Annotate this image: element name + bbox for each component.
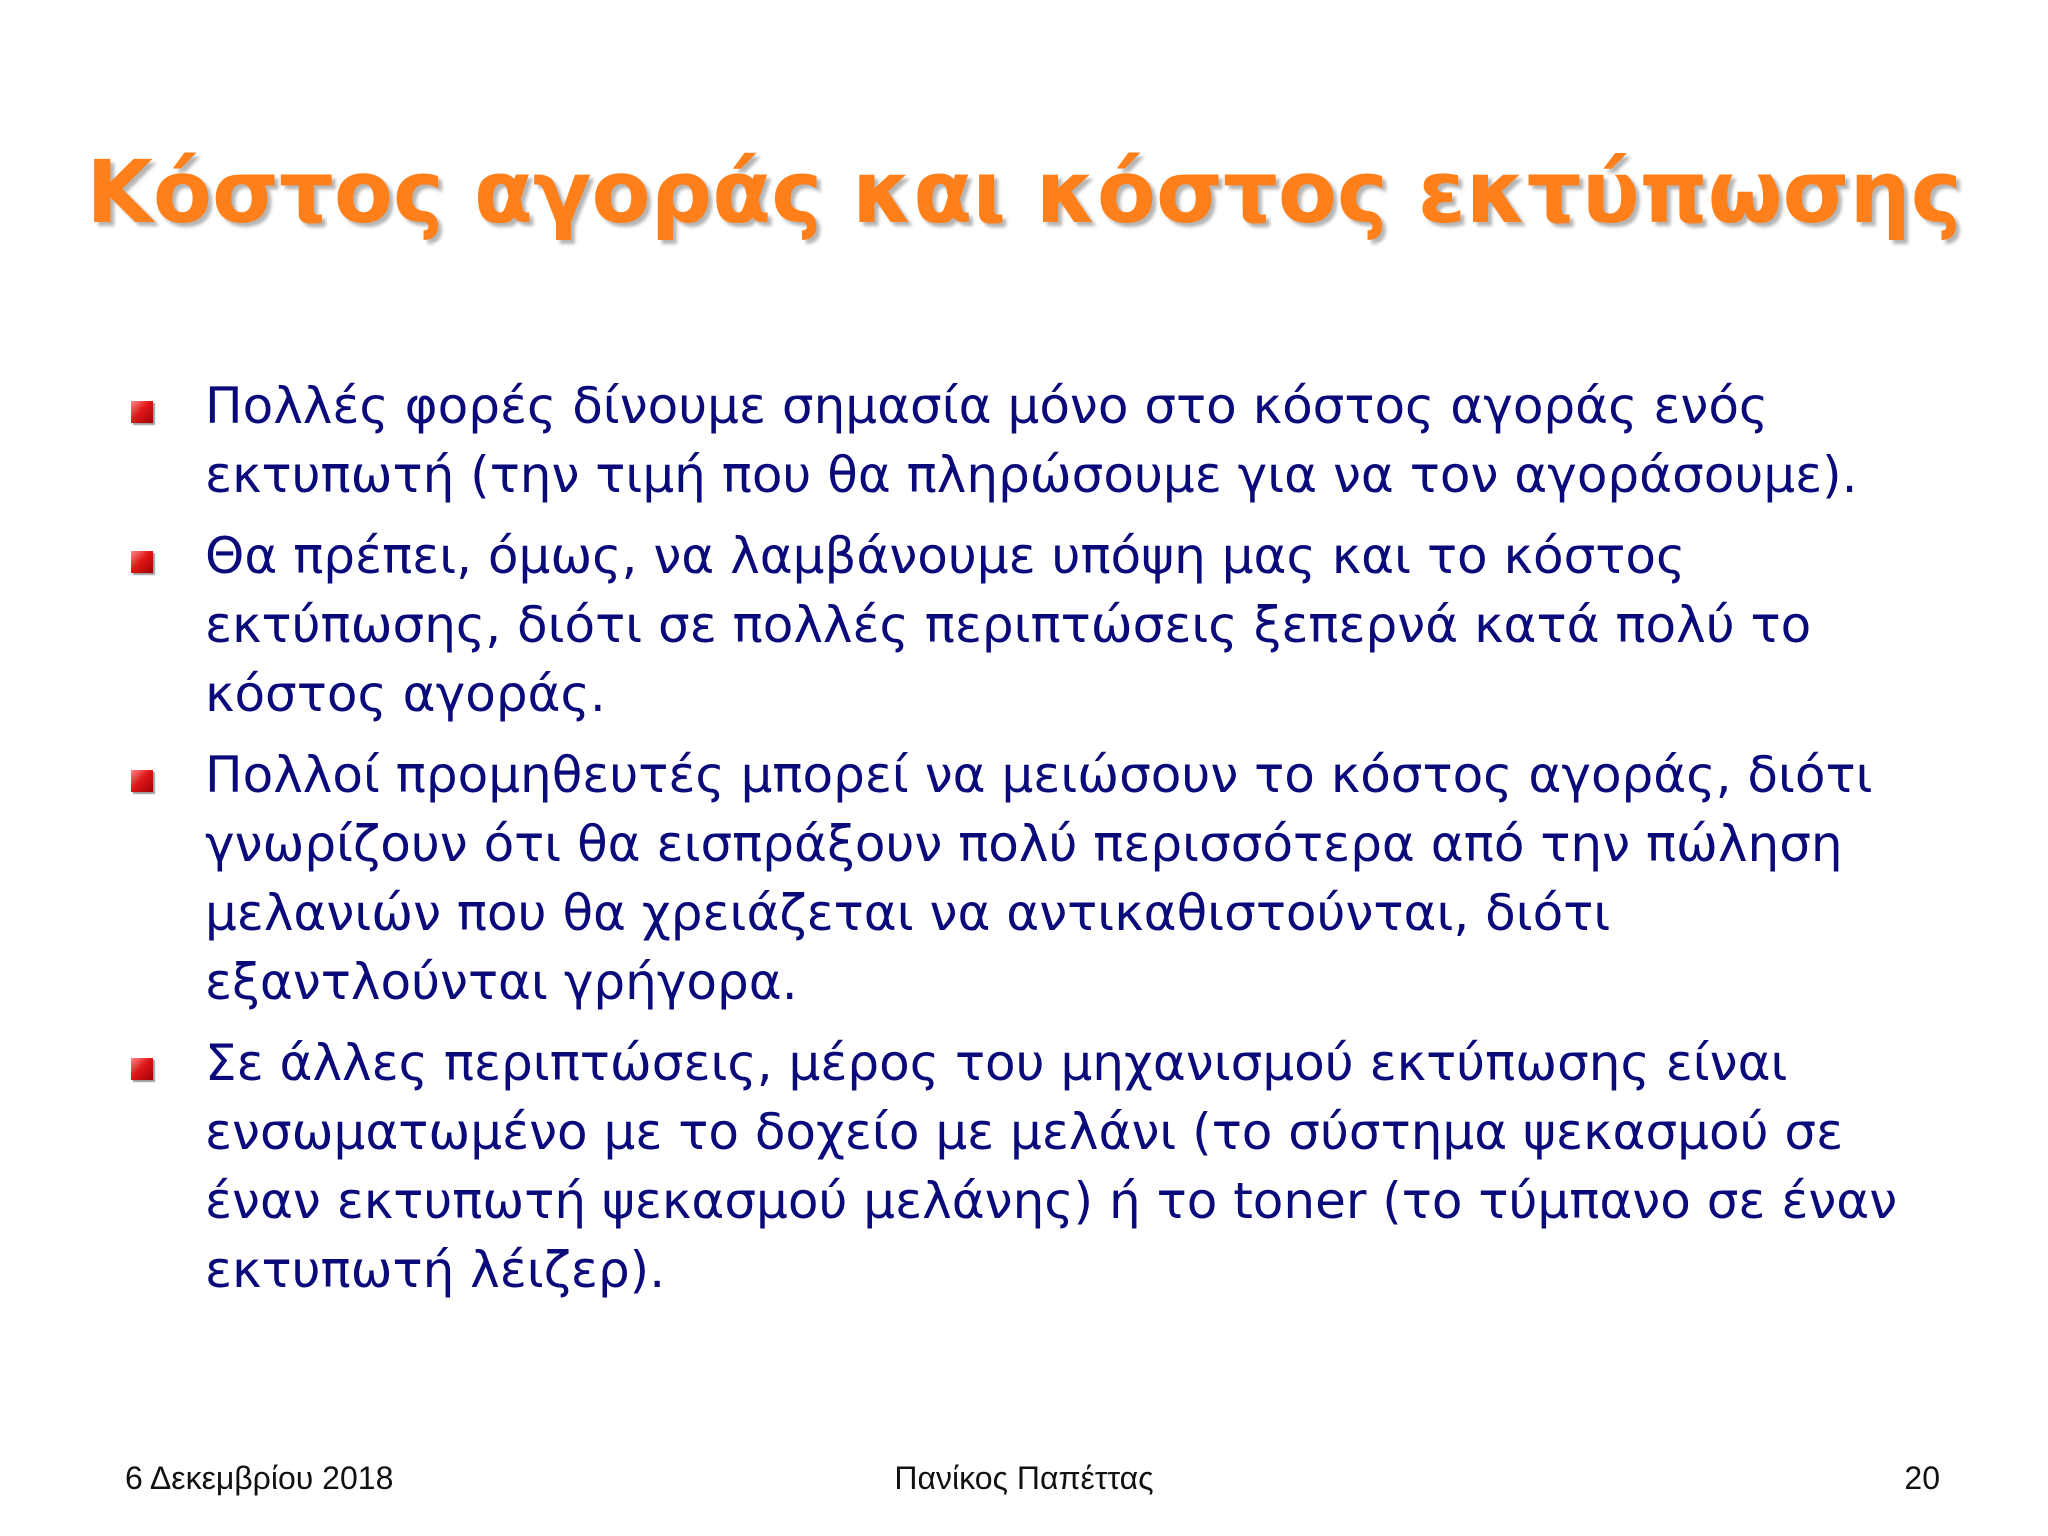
bullet-list — [125, 372, 1925, 1317]
bullet-item — [125, 522, 1925, 729]
bullet-item — [125, 372, 1925, 510]
bullet-text: Σε άλλες περιπτώσεις, μέρος του μηχανισμού εκτύπωσης είναι ενσωματωμένο με το δοχείο με μελάνι (το σύστημα ψεκασμού σε έναν εκτυπωτή ψεκασμού μελάνης) ή το toner (το τύμπανο σε έναν εκτυπωτή λέιζερ). — [205, 1034, 1898, 1299]
bullet-item — [125, 741, 1925, 1017]
bullet-item — [125, 1029, 1925, 1305]
bullet-text: Θα πρέπει, όμως, να λαμβάνουμε υπόψη μας και το κόστος εκτύπωσης, διότι σε πολλές περιπτώσεις ξεπερνά κατά πολύ το κόστος αγοράς. — [205, 527, 1812, 723]
footer-page-number: 20 — [1904, 1460, 1940, 1496]
footer-date: 6 Δεκεμβρίου 2018 — [125, 1460, 394, 1496]
bullet-text: Πολλοί προμηθευτές μπορεί να μειώσουν το κόστος αγοράς, διότι γνωρίζουν ότι θα εισπράξουν πολύ περισσότερα από την πώληση μελανιών που θα χρειάζεται να αντικαθιστούνται, διότι εξαντλούνται γρήγορα. — [205, 746, 1873, 1011]
red-square-bullet-icon — [131, 770, 153, 792]
red-square-bullet-icon — [131, 401, 153, 423]
slide-title: Κόστος αγοράς και κόστος εκτύπωσης — [86, 143, 1962, 243]
red-square-bullet-icon — [131, 1058, 153, 1080]
red-square-bullet-icon — [131, 551, 153, 573]
footer-author: Πανίκος Παπέττας — [894, 1460, 1154, 1496]
bullet-text: Πολλές φορές δίνουμε σημασία μόνο στο κόστος αγοράς ενός εκτυπωτή (την τιμή που θα πληρώσουμε για να τον αγοράσουμε). — [205, 377, 1858, 504]
